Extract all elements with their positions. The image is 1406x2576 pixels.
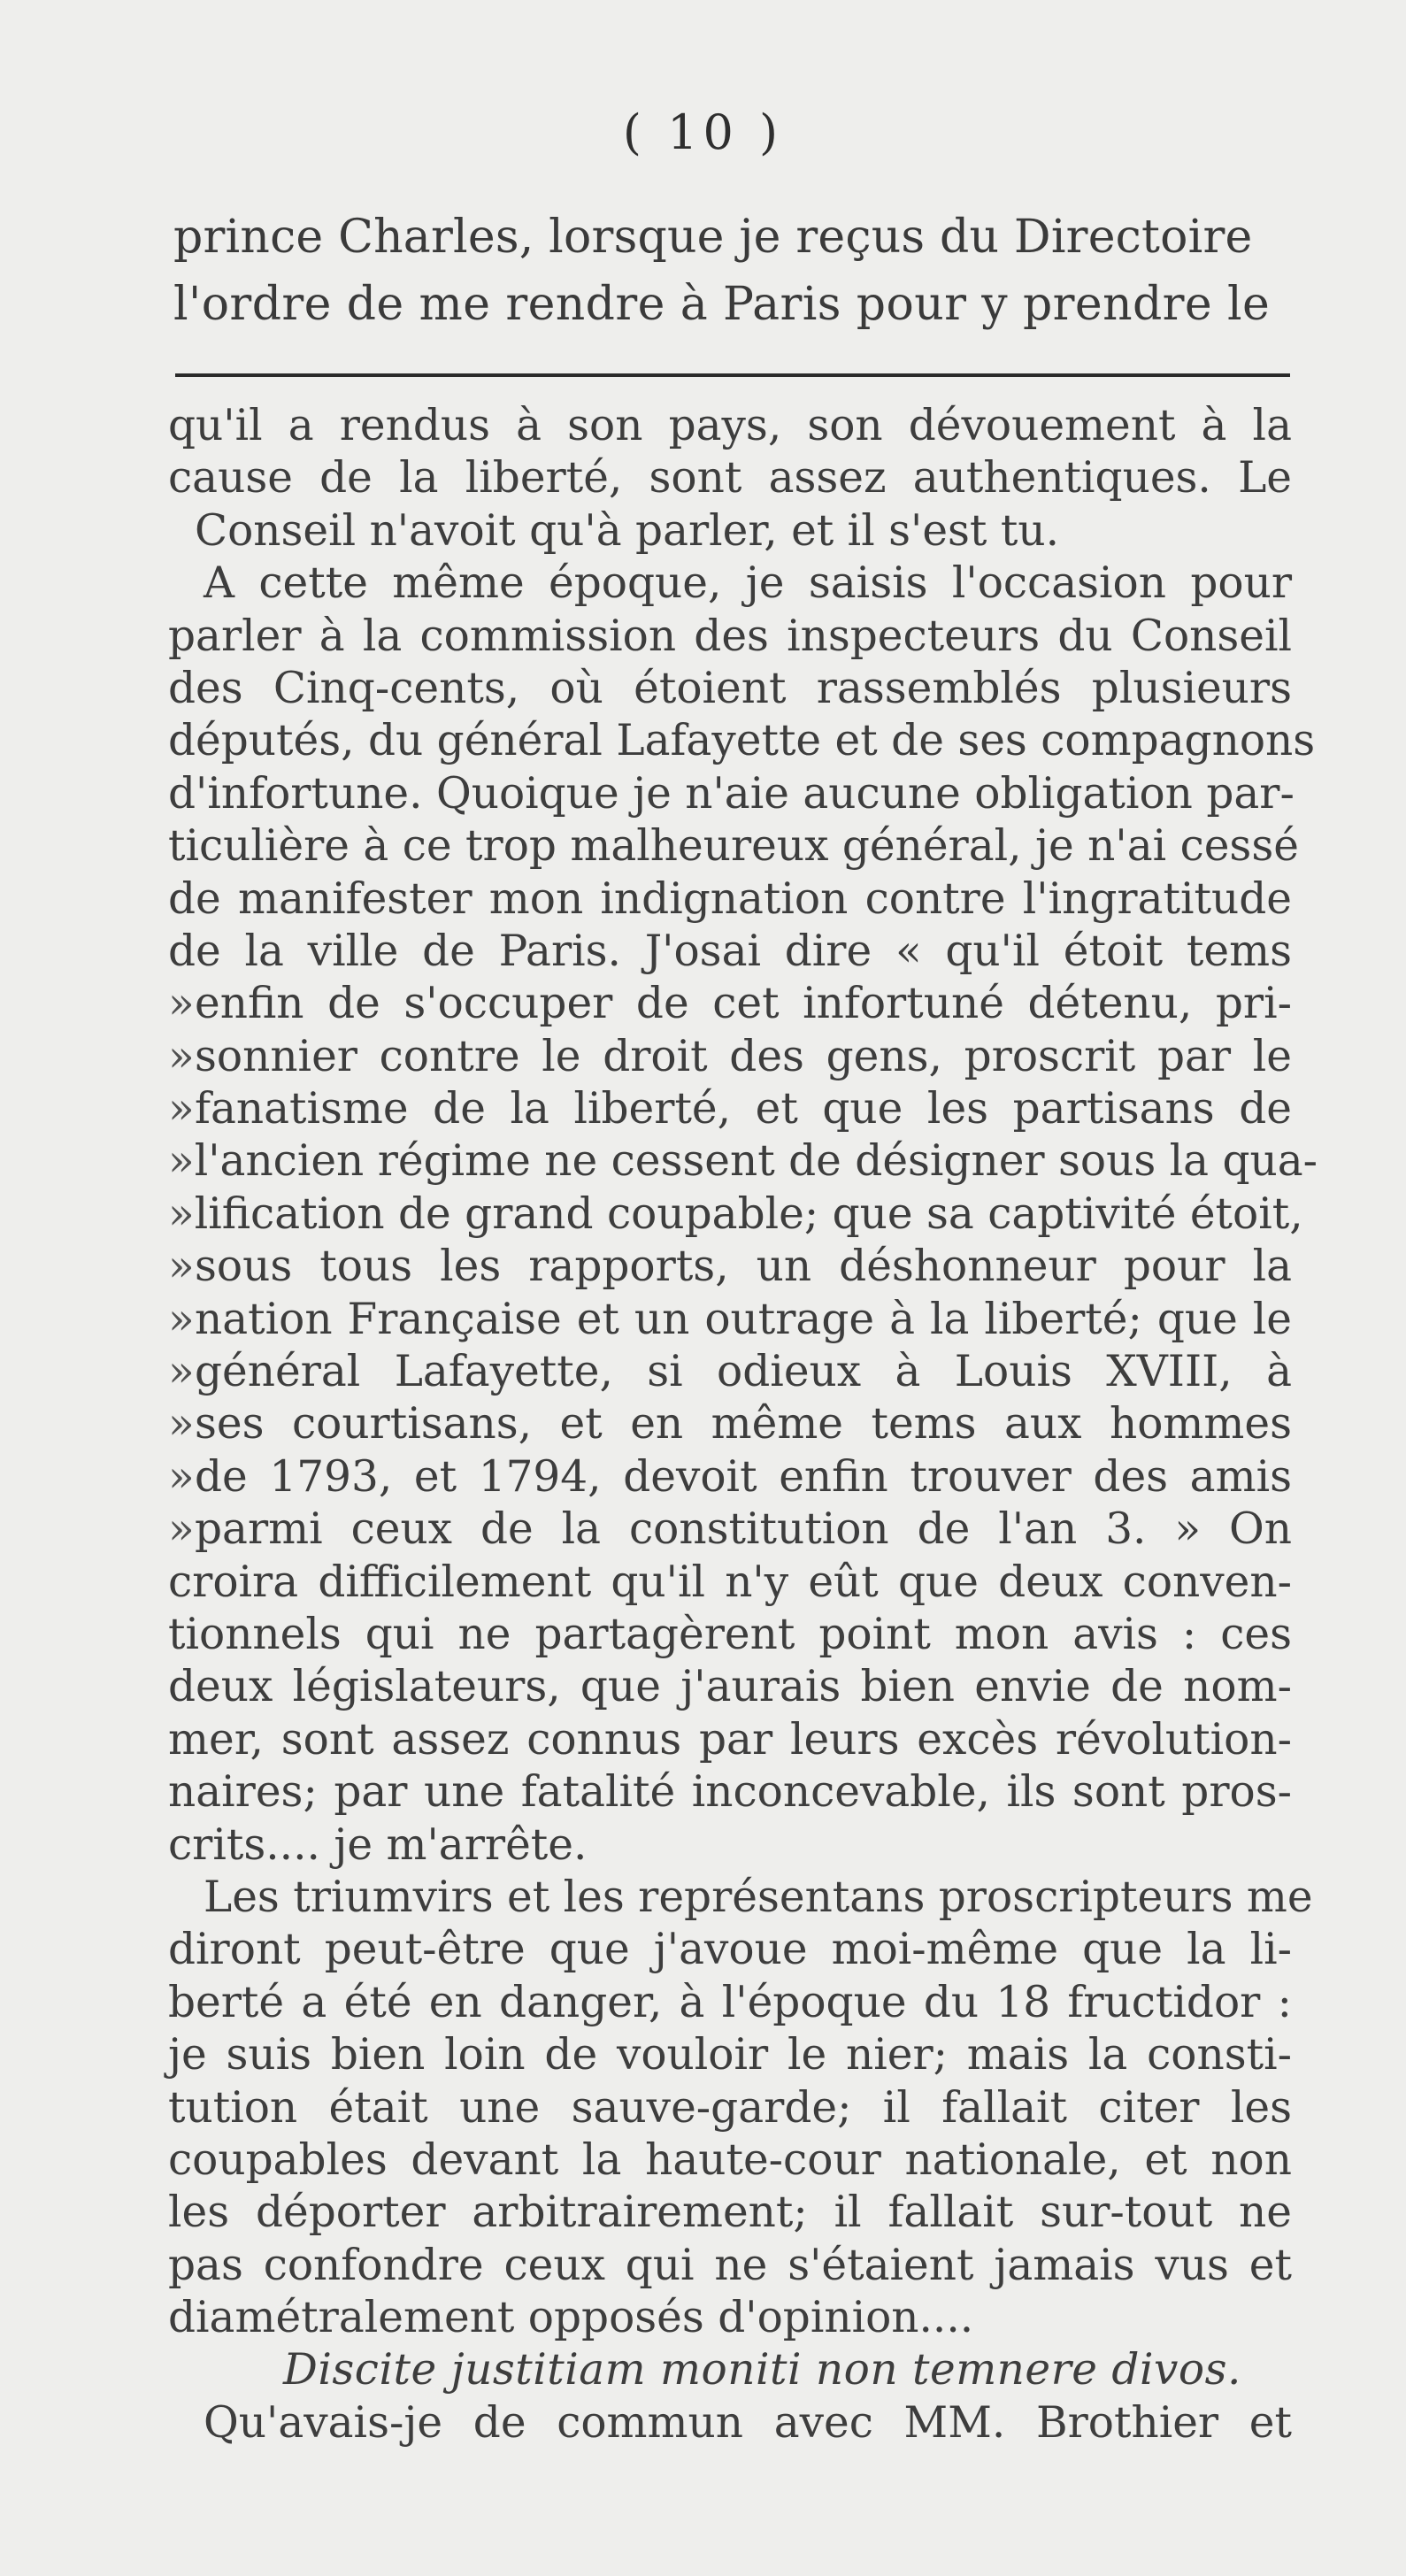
text-line: sous tous les rapports, un déshonneur pour la	[195, 1242, 1292, 1292]
text-line: de 1793, et 1794, devoit enfin trouver des amis	[195, 1451, 1292, 1502]
quoted-line	[168, 1294, 1292, 1346]
text-line: sonnier contre le droit des gens, proscrit par le	[195, 1031, 1292, 1081]
quoted-line	[168, 978, 1292, 1030]
quoted-line	[168, 1398, 1292, 1450]
text-line: Les triumvirs et les représentans proscripteurs me	[204, 1872, 1313, 1922]
quote-mark: »	[168, 1084, 195, 1134]
text-line: Qu'avais-je de commun avec MM. Brothier et	[204, 2397, 1292, 2448]
text-line: fanatisme de la liberté, et que les partisans de	[195, 1084, 1292, 1134]
text-line: coupables devant la haute-cour nationale, et non	[168, 2134, 1292, 2185]
text-line: enfin de s'occuper de cet infortuné détenu, pri-	[195, 979, 1292, 1029]
quote-mark: »	[168, 979, 195, 1029]
text-line: les déporter arbitrairement; il fallait sur-tout ne	[168, 2188, 1292, 2238]
quote-mark: »	[168, 1242, 195, 1292]
text-line: ses courtisans, et en même tems aux hommes	[195, 1399, 1292, 1449]
text-line: parler à la commission des inspecteurs du Conseil	[168, 611, 1292, 661]
text-line: général Lafayette, si odieux à Louis XVIII, à	[195, 1347, 1292, 1397]
text-line: naires; par une fatalité inconcevable, ils sont pros-	[168, 1767, 1292, 1818]
text-line: diamétralement opposés d'opinion....	[168, 2293, 974, 2343]
text-line: pas confondre ceux qui ne s'étaient jamais vus et	[168, 2240, 1292, 2290]
quoted-line	[168, 1031, 1292, 1083]
text-line: cause de la liberté, sont assez authentiques. Le	[168, 453, 1292, 504]
quoted-line	[168, 1188, 1303, 1241]
quoted-line	[168, 1451, 1292, 1503]
quoted-line	[168, 1503, 1292, 1556]
text-line: je suis bien loin de vouloir le nier; mais la consti-	[168, 2030, 1292, 2080]
text-line: mer, sont assez connus par leurs excès révolution-	[168, 1714, 1292, 1765]
latin-quote: Discite justitiam moniti non temnere divos.	[283, 2345, 1241, 2395]
text-line: de manifester mon indignation contre l'ingratitude	[168, 873, 1292, 924]
header-line-1: prince Charles, lorsque je reçus du Directoire	[173, 211, 1253, 264]
quote-mark: »	[168, 1451, 195, 1502]
quote-mark: »	[168, 1294, 195, 1344]
text-line: lification de grand coupable; que sa captivité étoit,	[194, 1188, 1303, 1239]
separator-rule	[175, 373, 1290, 377]
text-line: parmi ceux de la constitution de l'an 3. » On	[195, 1504, 1292, 1555]
text-line: qu'il a rendus à son pays, son dévouement à la	[168, 401, 1292, 450]
text-line: de la ville de Paris. J'osai dire « qu'il étoit tems	[168, 926, 1292, 976]
text-line: ticulière à ce trop malheureux général, je n'ai cessé	[168, 821, 1299, 872]
text-line: A cette même époque, je saisis l'occasion pour	[204, 558, 1292, 609]
quote-mark: »	[168, 1399, 195, 1449]
quote-mark: »	[168, 1504, 195, 1555]
text-line: l'ancien régime ne cessent de désigner sous la qua-	[194, 1136, 1318, 1187]
quoted-line	[168, 1083, 1292, 1135]
text-line: tution était une sauve-garde; il fallait citer les	[168, 2082, 1292, 2133]
text-line: croira difficilement qu'il n'y eût que deux conven-	[168, 1557, 1292, 1607]
text-line: nation Française et un outrage à la liberté; que le	[195, 1294, 1292, 1344]
quote-mark: »	[168, 1347, 195, 1397]
quoted-line	[168, 1346, 1292, 1398]
text-line: Conseil n'avoit qu'à parler, et il s'est tu.	[195, 505, 1059, 556]
quote-mark: »	[168, 1031, 195, 1081]
text-line: crits.... je m'arrête.	[168, 1819, 588, 1870]
quote-mark: »	[168, 1136, 195, 1187]
text-line: d'infortune. Quoique je n'aie aucune obligation par-	[168, 768, 1295, 819]
page-number: ( 10 )	[622, 104, 784, 160]
header-line-2: l'ordre de me rendre à Paris pour y prendre le	[173, 278, 1271, 331]
text-line: deux législateurs, que j'aurais bien envie de nom-	[168, 1662, 1292, 1712]
body-text	[168, 400, 1318, 2449]
text-line: tionnels qui ne partagèrent point mon avis : ces	[168, 1609, 1292, 1659]
quoted-line	[168, 1135, 1318, 1188]
text-line: berté a été en danger, à l'époque du 18 fructidor :	[168, 1977, 1292, 2027]
quoted-line	[168, 1241, 1292, 1293]
text-line: des Cinq-cents, où étoient rassemblés plusieurs	[168, 663, 1292, 713]
quote-mark: »	[168, 1188, 195, 1239]
text-line: diront peut-être que j'avoue moi-même que la li-	[168, 1925, 1292, 1975]
text-line: députés, du général Lafayette et de ses compagnons	[168, 716, 1316, 766]
